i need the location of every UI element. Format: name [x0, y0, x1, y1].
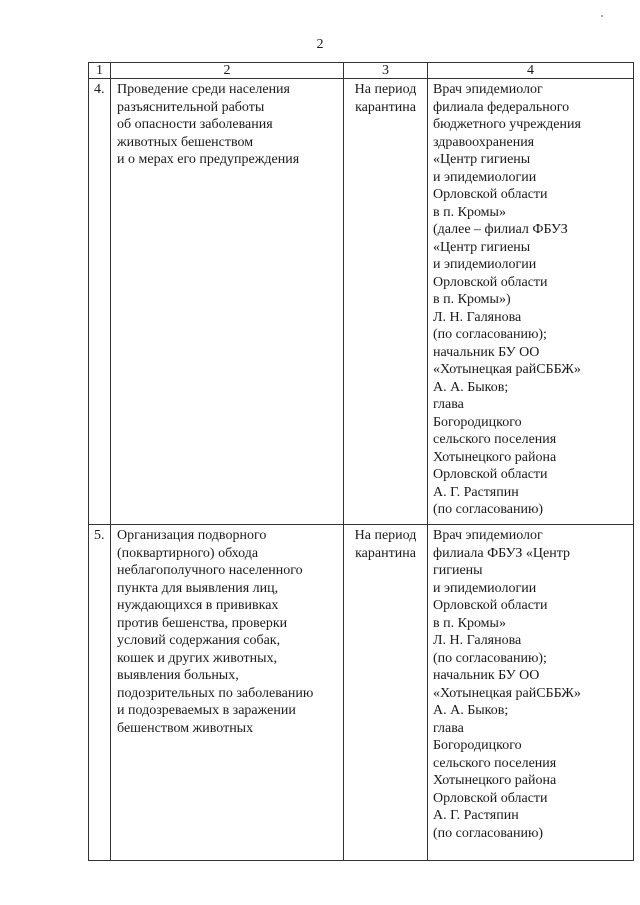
- responsible-line: Врач эпидемиолог: [433, 82, 543, 97]
- page-number: 2: [316, 37, 324, 52]
- responsible-line: и эпидемиологии: [433, 169, 537, 185]
- responsible-line: Орловской области: [433, 790, 548, 806]
- measure-cell: [111, 79, 344, 525]
- measure-line: и подозреваемых в заражении: [117, 703, 296, 718]
- responsible-line: бюджетного учреждения: [433, 117, 581, 132]
- responsible-line: Л. Н. Галянова: [433, 633, 522, 648]
- measure-line: неблагополучного населенного: [117, 563, 303, 578]
- responsible-line: в п. Кромы»: [433, 615, 506, 631]
- responsible-line: начальник БУ ОО: [433, 668, 540, 683]
- row-number: 4.: [89, 79, 111, 525]
- responsible-line: «Хотынецкая райСББЖ»: [433, 362, 581, 377]
- measure-line: подозрительных по заболеванию: [117, 685, 314, 701]
- responsible-line: (по согласованию): [433, 502, 544, 517]
- responsible-line: А. А. Быков;: [433, 703, 509, 718]
- period-cell: [344, 79, 428, 525]
- responsible-line: Врач эпидемиолог: [433, 528, 543, 543]
- responsible-line: (по согласованию);: [433, 650, 547, 666]
- responsible-line: сельского поселения: [433, 432, 557, 447]
- column-header-4: 4: [428, 63, 634, 79]
- responsible-line: в п. Кромы»: [433, 204, 506, 220]
- table-row: [89, 525, 634, 861]
- responsible-line: (далее – филиал ФБУЗ: [433, 222, 568, 237]
- period-line: карантина: [355, 99, 416, 115]
- responsible-line: «Хотынецкая райСББЖ»: [433, 685, 581, 701]
- table-row: [89, 79, 634, 525]
- responsible-line: Богородицкого: [433, 414, 522, 430]
- scan-speck: [601, 15, 603, 17]
- responsible-line: А. Г. Растяпин: [433, 484, 519, 500]
- responsible-line: Богородицкого: [433, 738, 522, 753]
- row-number: 5.: [89, 525, 111, 861]
- measure-line: Организация подворного: [117, 528, 267, 543]
- measure-line: выявления больных,: [117, 668, 239, 683]
- period-line: На период: [354, 82, 417, 97]
- responsible-line: Орловской области: [433, 274, 548, 290]
- responsible-line: в п. Кромы»): [433, 292, 511, 307]
- responsible-line: и эпидемиологии: [433, 257, 537, 272]
- responsible-line: А. А. Быков;: [433, 379, 509, 395]
- table-header-row: [89, 63, 634, 79]
- measure-line: разъяснительной работы: [117, 99, 265, 115]
- responsible-line: гигиены: [433, 563, 483, 578]
- responsible-line: филиала федерального: [433, 99, 570, 115]
- measure-line: (поквартирного) обхода: [117, 545, 259, 561]
- responsible-line: глава: [433, 397, 464, 412]
- period-line: карантина: [355, 545, 416, 561]
- period-cell: [344, 525, 428, 861]
- responsible-line: Орловской области: [433, 187, 548, 202]
- measure-line: нуждающихся в прививках: [117, 598, 279, 613]
- measure-line: против бешенства, проверки: [117, 615, 288, 631]
- responsible-line: «Центр гигиены: [433, 152, 531, 167]
- responsible-line: «Центр гигиены: [433, 239, 531, 255]
- responsible-line: Орловской области: [433, 467, 548, 482]
- responsible-line: А. Г. Растяпин: [433, 808, 519, 823]
- measure-line: животных бешенством: [117, 134, 254, 150]
- responsible-line: начальник БУ ОО: [433, 344, 540, 360]
- measure-line: бешенством животных: [117, 720, 254, 736]
- responsible-line: Орловской области: [433, 598, 548, 613]
- measures-table: [88, 62, 634, 861]
- responsible-line: здравоохранения: [433, 134, 535, 150]
- responsible-line: филиала ФБУЗ «Центр: [433, 545, 571, 561]
- measure-line: и о мерах его предупреждения: [117, 152, 300, 167]
- responsible-line: глава: [433, 720, 464, 736]
- responsible-line: сельского поселения: [433, 755, 557, 771]
- measure-line: условий содержания собак,: [117, 633, 281, 648]
- period-line: На период: [354, 528, 417, 543]
- responsible-line: Л. Н. Галянова: [433, 309, 522, 325]
- column-header-2: 2: [111, 63, 344, 79]
- responsible-line: Хотынецкого района: [433, 773, 557, 788]
- measure-line: пункта для выявления лиц,: [117, 580, 279, 596]
- measure-line: кошек и других животных,: [117, 650, 278, 666]
- responsible-line: Хотынецкого района: [433, 449, 557, 465]
- column-header-3: 3: [344, 63, 428, 79]
- measure-line: об опасности заболевания: [117, 117, 273, 132]
- responsible-cell: [428, 525, 634, 861]
- measure-line: Проведение среди населения: [117, 82, 290, 97]
- responsible-line: (по согласованию);: [433, 327, 547, 342]
- responsible-cell: [428, 79, 634, 525]
- responsible-line: и эпидемиологии: [433, 580, 537, 596]
- measure-cell: [111, 525, 344, 861]
- column-header-1: 1: [89, 63, 111, 79]
- responsible-line: (по согласованию): [433, 825, 544, 841]
